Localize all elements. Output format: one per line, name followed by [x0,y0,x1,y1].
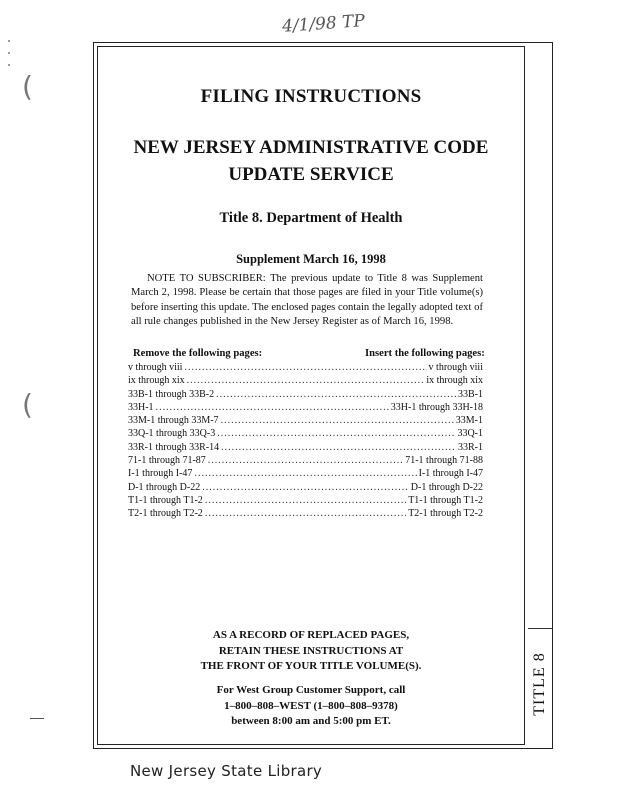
record-notice [97,628,525,675]
leader-dots [221,415,454,426]
insert-pages: 71-1 through 71-88 [405,455,483,467]
code-heading-line2: UPDATE SERVICE [228,164,394,185]
leader-dots [221,442,456,453]
insert-pages: I-1 through I-47 [418,468,483,480]
leader-dots [187,375,425,386]
insert-pages: 33B-1 [458,388,483,400]
record-line2: RETAIN THESE INSTRUCTIONS AT [218,644,404,657]
leader-dots [194,468,416,479]
insert-column-header: Insert the following pages: [365,348,485,359]
leader-dots [205,508,406,519]
title-tab [528,628,552,738]
insert-pages: v through viii [428,362,483,373]
scan-speck [8,40,10,42]
insert-pages: T1-1 through T1-2 [408,494,483,506]
leader-dots [216,389,456,400]
remove-pages: I-1 through I-47 [128,468,193,480]
list-item [128,455,483,468]
code-heading [97,134,525,188]
leader-dots [208,455,403,466]
remove-pages: 33B-1 through 33B-2 [128,388,215,400]
remove-pages: ix through xix [128,375,185,387]
list-item [128,415,483,428]
scan-speck [8,52,10,54]
support-line1: For West Group Customer Support, call [216,684,406,696]
list-item [128,389,483,402]
remove-pages: T2-1 through T2-2 [128,508,203,520]
list-item [128,508,483,521]
leader-dots [184,362,426,373]
edge-mark [30,718,44,719]
binder-hole-top: ( [22,70,33,103]
supplement-date: Supplement March 16, 1998 [236,252,386,266]
note-to-subscriber: NOTE TO SUBSCRIBER: The previous update to Title 8 was Supplement March 2, 1998. Please be certain that those pages are filed in your Title volume(s) before inserting this update. The enclosed pages contain the legally adopted text of all rule changes published in the New Jersey Register as of March 16, 1998. [131,273,483,327]
handwritten-date-note: 4/1/98 TP [281,11,366,37]
remove-pages: T1-1 through T1-2 [128,494,203,506]
insert-pages: 33H-1 through 33H-18 [390,401,483,413]
list-item [128,362,483,375]
remove-pages: 71-1 through 71-87 [128,455,206,467]
record-line1: AS A RECORD OF REPLACED PAGES, [212,629,410,641]
remove-pages: 33Q-1 through 33Q-3 [128,428,216,440]
filing-instructions-heading: FILING INSTRUCTIONS [200,86,422,107]
insert-pages: 33R-1 [458,441,483,453]
leader-dots [205,495,406,506]
binder-hole-middle: ( [22,388,33,421]
library-stamp: New Jersey State Library [130,762,323,780]
list-item [128,428,483,441]
list-item [128,468,483,481]
record-line3: THE FRONT OF YOUR TITLE VOLUME(S). [200,660,422,672]
remove-pages: v through viii [128,362,183,373]
insert-pages: ix through xix [426,375,483,387]
remove-pages: 33R-1 through 33R-14 [128,441,220,453]
list-item [128,375,483,388]
insert-pages: 33Q-1 [457,428,483,440]
list-item [128,482,483,495]
insert-pages: D-1 through D-22 [410,481,483,493]
insert-pages: 33M-1 [455,415,483,427]
remove-pages: D-1 through D-22 [128,481,201,493]
remove-pages: 33M-1 through 33M-7 [128,415,219,427]
leader-dots [156,402,389,413]
leader-dots [202,482,409,493]
list-item [128,402,483,415]
code-heading-line1: NEW JERSEY ADMINISTRATIVE CODE [133,137,489,158]
scan-speck [8,64,10,66]
insert-pages: T2-1 through T2-2 [408,508,483,520]
remove-pages: 33H-1 [128,401,154,413]
title-tab-label: TITLE 8 [531,651,548,716]
page-list [128,362,483,522]
title-heading: Title 8. Department of Health [219,210,403,226]
support-hours: between 8:00 am and 5:00 pm ET. [231,715,391,727]
customer-support [97,683,525,730]
remove-column-header: Remove the following pages: [133,348,263,359]
leader-dots [217,428,455,439]
list-item [128,442,483,455]
list-item [128,495,483,508]
support-phone: 1–800–808–WEST (1–800–808–9378) [224,699,398,712]
